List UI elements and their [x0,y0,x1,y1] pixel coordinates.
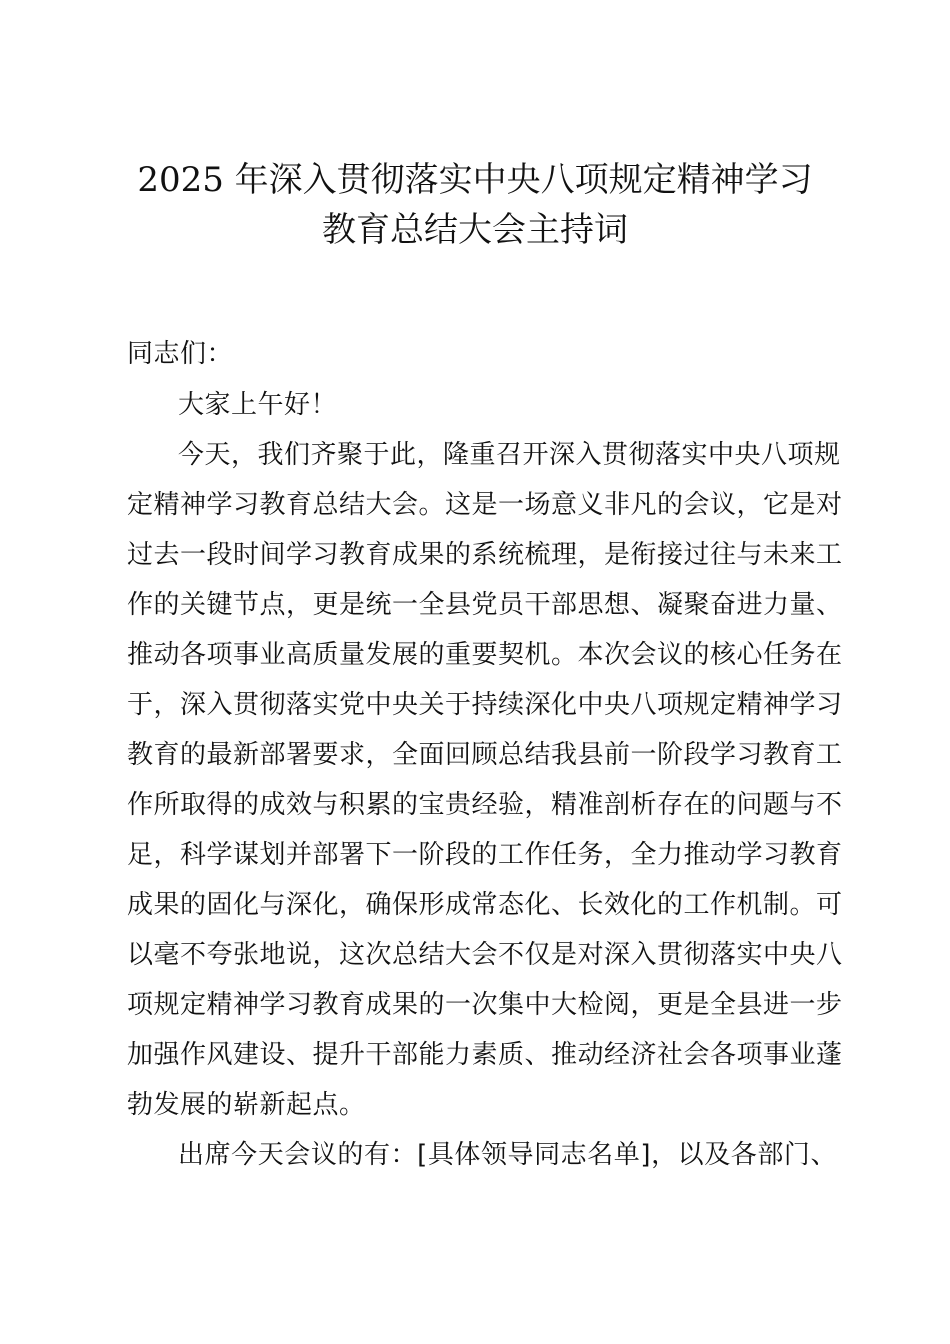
document-title-line-2: 教育总结大会主持词 [322,210,628,250]
paragraph-1-line: 加强作风建设、提升干部能力素质、推动经济社会各项事业蓬 [127,1040,843,1070]
paragraph-1-line: 定精神学习教育总结大会。这是一场意义非凡的会议，它是对 [127,490,843,520]
paragraph-2-line: 出席今天会议的有：[具体领导同志名单]，以及各部门、 [178,1140,837,1170]
paragraph-1-line: 过去一段时间学习教育成果的系统梳理，是衔接过往与未来工 [127,540,843,570]
paragraph-1-line: 作的关键节点，更是统一全县党员干部思想、凝聚奋进力量、 [127,590,843,620]
greeting: 大家上午好！ [178,390,338,420]
paragraph-1-line: 以毫不夸张地说，这次总结大会不仅是对深入贯彻落实中央八 [127,940,843,970]
document-title-line-1: 2025 年深入贯彻落实中央八项规定精神学习 [137,160,813,200]
paragraph-1-line: 今天，我们齐聚于此，隆重召开深入贯彻落实中央八项规 [178,440,841,470]
paragraph-1-line: 足，科学谋划并部署下一阶段的工作任务，全力推动学习教育 [127,840,843,870]
paragraph-1-line: 于，深入贯彻落实党中央关于持续深化中央八项规定精神学习 [127,690,843,720]
paragraph-1-line: 成果的固化与深化，确保形成常态化、长效化的工作机制。可 [127,890,843,920]
salutation: 同志们： [127,339,234,369]
paragraph-1-line: 项规定精神学习教育成果的一次集中大检阅，更是全县进一步 [127,990,843,1020]
paragraph-1-line: 勃发展的崭新起点。 [127,1090,366,1120]
paragraph-1-line: 作所取得的成效与积累的宝贵经验，精准剖析存在的问题与不 [127,790,843,820]
paragraph-1-line: 推动各项事业高质量发展的重要契机。本次会议的核心任务在 [127,640,843,670]
paragraph-1-line: 教育的最新部署要求，全面回顾总结我县前一阶段学习教育工 [127,740,843,770]
